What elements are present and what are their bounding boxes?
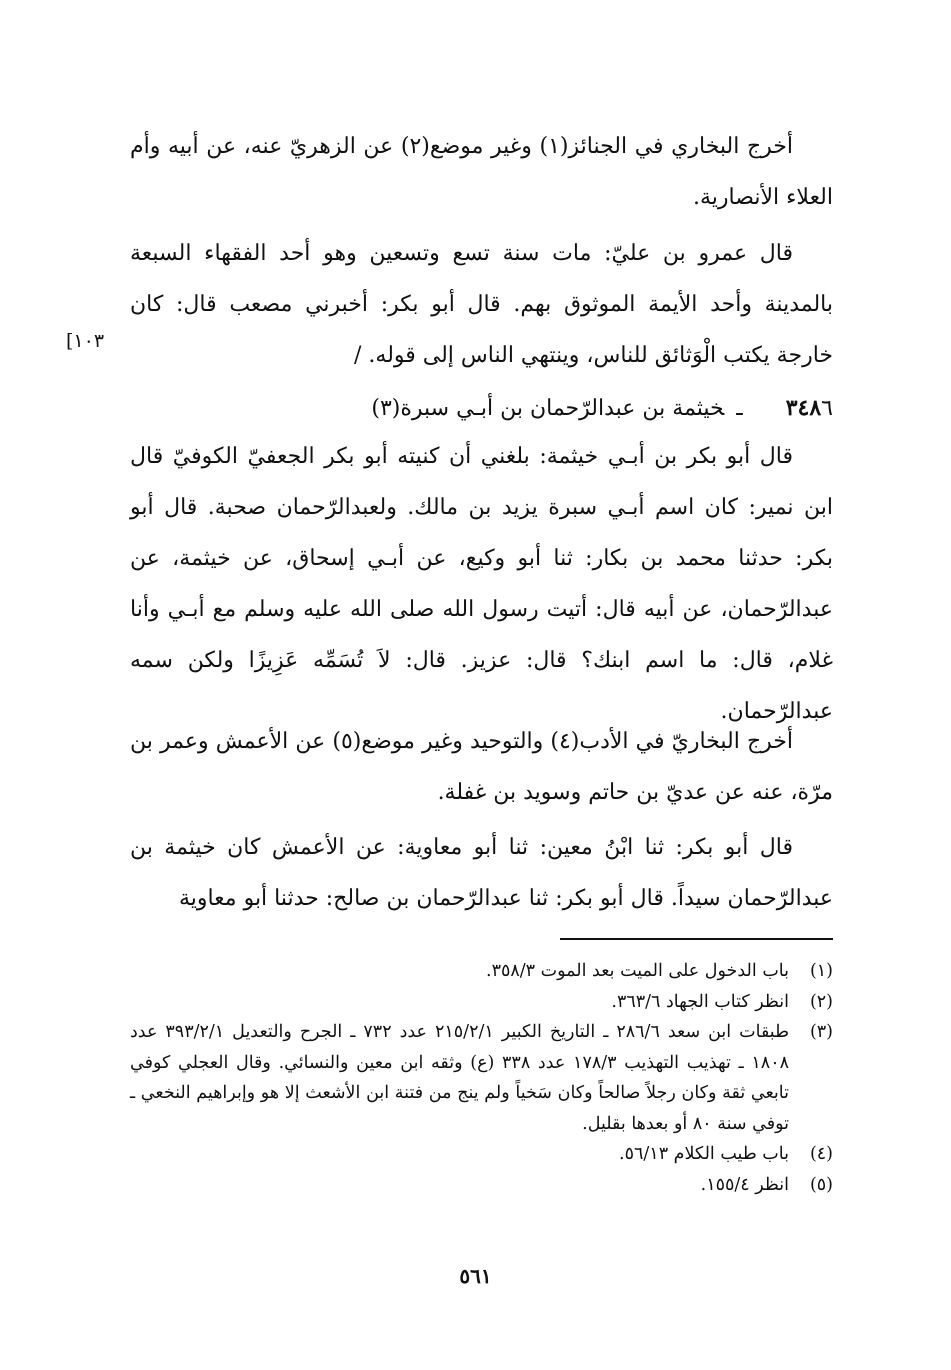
footnote-number: (١) (809, 961, 833, 981)
footnote-item (130, 956, 833, 987)
footnote-item (130, 1170, 833, 1201)
paragraph-text: قال أبو بكر بن أبـي خيثمة: بلغني أن كنيته أبو بكر الجعفيّ الكوفيّ قال ابن نمير: كان اسم أبـي سبرة يزيد بن مالك. ولعبدالرّحمان صحبة. قال أبو بكر: حدثنا محمد بن بكار: ثنا أبو وكيع، عن أبـي إسحاق، عن خيثمة، عن عبدالرّحمان، عن أبيه قال: أتيت رسول الله صلى الله عليه وسلم مع أبـي وأنا غلام، قال: ما اسم ابنك؟ قال: عزيز. قال: لاَ تُسَمِّه عَزِيزًا ولكن سمه عبدالرّحمان. (130, 444, 833, 724)
footnote-item (130, 987, 833, 1018)
paragraph-bukhari-janaiz (130, 121, 833, 223)
paragraph-bukhari-adab (130, 716, 833, 818)
footnotes (130, 956, 833, 1200)
footnote-number: (٤) (809, 1144, 833, 1164)
paragraph-text: أخرج البخاري في الجنائز(١) وغير موضع(٢) عن الزهريّ عنه، عن أبيه وأم العلاء الأنصارية. (130, 134, 833, 210)
margin-folio-note: ١٠٣] (66, 330, 105, 352)
footnote-number: (٥) (809, 1174, 833, 1195)
entry-number: ٣٤٨ (785, 395, 822, 421)
paragraph-text: أخرج البخاريّ في الأدب(٤) والتوحيد وغير موضع(٥) عن الأعمش وعمر بن مرّة، عنه عن عديّ بن حاتم وسويد بن غفلة. (130, 729, 833, 805)
footnote-text: باب طيب الكلام ٥٦/١٣. (619, 1144, 789, 1164)
footnote-item (130, 1139, 833, 1170)
footnote-divider (560, 938, 833, 940)
footnote-text: باب الدخول على الميت بعد الموت ٣٥٨/٣. (485, 961, 789, 981)
paragraph-text: قال أبو بكر: ثنا ابْنُ معين: ثنا أبو معاوية: عن الأعمش كان خيثمة بن عبدالرّحمان سيداً. قال أبو بكر: ثنا عبدالرّحمان بن صالح: حدثنا أبو معاوية (130, 835, 833, 911)
entry-348-block (130, 386, 833, 737)
paragraph-amr-bin-ali (130, 228, 833, 381)
footnote-text: طبقات ابن سعد ٢٨٦/٦ ـ التاريخ الكبير ٢١٥/٢/١ عدد ٧٣٢ ـ الجرح والتعديل ٣٩٣/٢/١ عدد ١٨٠٨ ـ تهذيب التهذيب ١٧٨/٣ عدد ٣٣٨ (ع) وثقه ابن معين والنسائي. وقال العجلي كوفي تابعي ثقة وكان رجلاً صالحاً وكان سَخياً ولم ينج من فتنة ابن الأشعث إلا هو وإبراهيم النخعي ـ توفي سنة ٨٠ أو بعدها بقليل. (130, 1022, 790, 1134)
footnote-number: (٣) (809, 1022, 833, 1042)
footnote-text: انظر كتاب الجهاد ٣٦٣/٦. (611, 991, 789, 1012)
footnote-text: انظر ١٥٥/٤. (700, 1174, 789, 1195)
entry-heading (130, 386, 833, 431)
paragraph-text: قال عمرو بن عليّ: مات سنة تسع وتسعين وهو أحد الفقهاء السبعة بالمدينة وأحد الأيمة الموثوق بهم. قال أبو بكر: أخبرني مصعب قال: كان خارجة يكتب الْوَثائق للناس، وينتهي الناس إلى قوله. / (130, 241, 833, 368)
footnote-item (130, 1017, 833, 1139)
paragraph-ibn-main (130, 822, 833, 924)
entry-title: خيثمة بن عبدالرّحمان بن أبـي سبرة(٣) (371, 396, 725, 421)
page-number: ٥٦١ (459, 1264, 492, 1288)
entry-sub-number: ٦ ـ (736, 396, 833, 421)
footnote-number: (٢) (809, 991, 833, 1012)
